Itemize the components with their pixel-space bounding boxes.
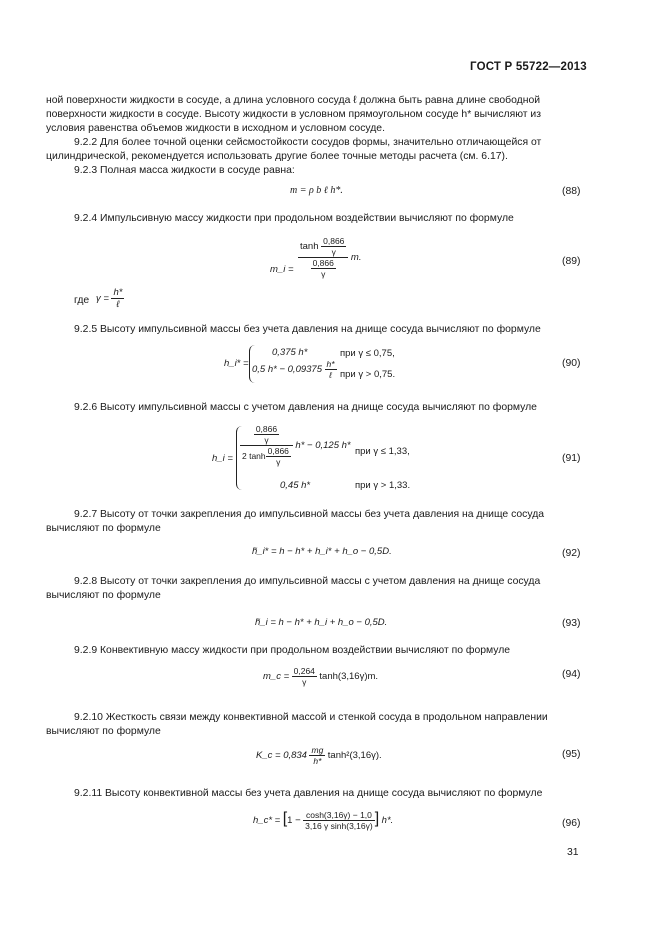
equation-90-row2: 0,5 h* − 0,09375 $\frac{h*}{\text{ℓ}}$ — [252, 359, 335, 380]
paragraph-line: 9.2.10 Жесткость связи между конвективной массой и стенкой сосуда в продольном направлении — [74, 712, 548, 723]
equation-92: h̃_i* = h − h* + h_i* + h_o − 0,5D. — [252, 546, 392, 557]
paragraph-line: 9.2.2 Для более точной оценки сейсмостойкости сосудов формы, значительно отличающейся от — [74, 137, 542, 148]
equation-91-row2-condition: при γ > 1,33. — [355, 480, 411, 491]
paragraph-line: 9.2.6 Высоту импульсивной массы с учетом давления на днище сосуда вычисляют по формуле — [74, 402, 537, 413]
paragraph-line: 9.2.5 Высоту импульсивной массы без учета давления на днище сосуда вычисляют по формуле — [74, 324, 541, 335]
equation-number: (89) — [562, 256, 581, 267]
paragraph-line: цилиндрической, рекомендуется использовать другие более точные методы расчета (см. 6.17). — [46, 151, 508, 162]
equation-number: (94) — [562, 669, 581, 680]
where-label: где — [74, 295, 90, 306]
equation-91-row2: 0,45 h* — [280, 480, 311, 491]
paragraph-line: вычисляют по формуле — [46, 726, 161, 737]
equation-89: m_i = tanh $\frac{0,866}{\gamma}$ $\frac{0,866}{\gamma}$ m. — [270, 236, 362, 279]
equation-93: h̃_i = h − h* + h_i + h_o − 0,5D. — [255, 617, 388, 628]
equation-88: m = ρ b ℓ h*. — [290, 185, 343, 196]
paragraph-line: вычисляют по формуле — [46, 523, 161, 534]
paragraph-line: 9.2.8 Высоту от точки закрепления до импульсивной массы с учетом давления на днище сосуда — [74, 576, 541, 587]
equation-91-row1-condition: при γ ≤ 1,33, — [355, 446, 410, 457]
paragraph-line: вычисляют по формуле — [46, 590, 161, 601]
paragraph-line: условия равенства объемов жидкости в исходном и условном сосуде. — [46, 123, 385, 134]
equation-95: K_c = 0,834 $\frac{mg}{h*}$ tanh²(3,16γ). — [256, 745, 382, 766]
equation-90-row1: 0,375 h* — [272, 347, 308, 358]
equation-number: (92) — [562, 548, 581, 559]
page-number: 31 — [567, 847, 579, 858]
paragraph-line: 9.2.3 Полная масса жидкости в сосуде равна: — [74, 165, 295, 176]
paragraph-line: 9.2.9 Конвективную массу жидкости при продольном воздействии вычисляют по формуле — [74, 645, 511, 656]
paragraph-line: поверхности жидкости в сосуде. Высоту жидкости в условном прямоугольном сосуде h* вычисляют из — [46, 109, 541, 120]
paragraph-line: ной поверхности жидкости в сосуде, а длина условного сосуда ℓ должна быть равна длине свободной — [46, 95, 541, 106]
equation-number: (88) — [562, 186, 581, 197]
equation-90-lhs: h_i* = — [224, 358, 249, 369]
equation-number: (90) — [562, 358, 581, 369]
document-header: ГОСТ Р 55722—2013 — [470, 61, 587, 73]
equation-91-row1: $\frac{0,866}{\gamma}$ 2 tanh $\frac{0,866}{\gamma}$ h* − 0,125 h* — [242, 424, 351, 467]
paragraph-line: 9.2.7 Высоту от точки закрепления до импульсивной массы без учета давления на днище сосуда — [74, 509, 545, 520]
equation-94: m_c = $\frac{0,264}{\gamma}$ tanh(3,16γ)m. — [263, 666, 379, 687]
equation-96: h_c* = [1 − $\frac{\cosh(3,16\gamma) - 1,0}{\text{3,16 γ sinh(3,16γ)}}$ ] h*. — [253, 810, 394, 832]
equation-number: (95) — [562, 749, 581, 760]
paragraph-line: 9.2.4 Импульсивную массу жидкости при продольном воздействии вычисляют по формуле — [74, 213, 514, 224]
equation-90-row2-condition: при γ > 0,75. — [340, 369, 396, 380]
equation-number: (93) — [562, 618, 581, 629]
equation-90-row1-condition: при γ ≤ 0,75, — [340, 348, 395, 359]
paragraph-line: 9.2.11 Высоту конвективной массы без учета давления на днище сосуда вычисляют по формуле — [74, 788, 543, 799]
equation-number: (91) — [562, 453, 581, 464]
equation-number: (96) — [562, 818, 581, 829]
equation-91-lhs: h_i = — [212, 453, 233, 464]
gamma-definition: γ = $\frac{h*}{\text{ℓ}}$ — [96, 287, 123, 310]
